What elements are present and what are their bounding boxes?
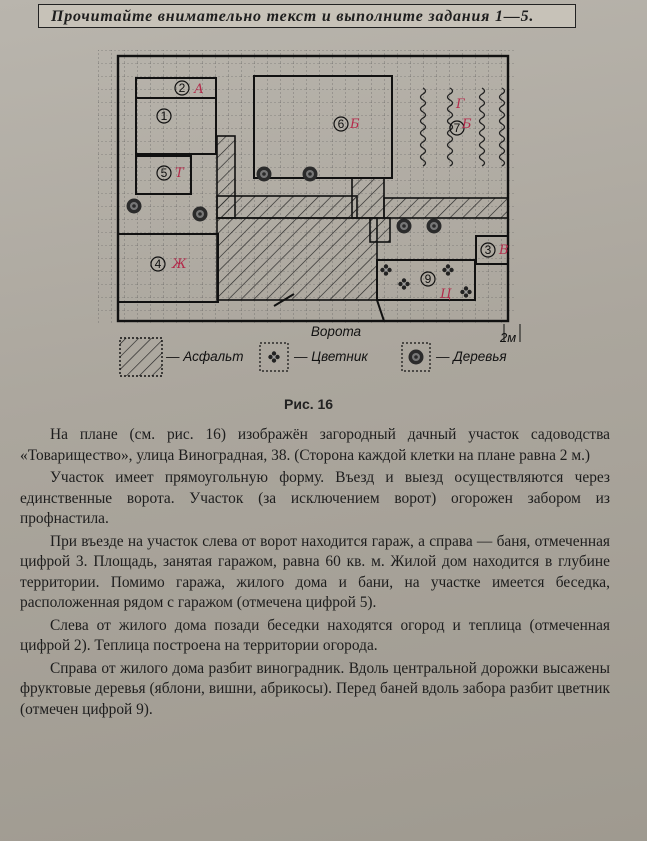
- paragraph: Слева от жилого дома позади беседки находятся огород и теплица (отмеченная цифрой 2). Теплица построена на территории огорода.: [20, 616, 610, 654]
- handwritten-note: Г: [456, 97, 465, 112]
- task-text: [20, 425, 610, 722]
- svg-text:6: 6: [337, 117, 345, 131]
- handwritten-note: Ц: [440, 287, 452, 302]
- paragraph: На плане (см. рис. 16) изображён загородный дачный участок садоводства «Товарищество», улица Виноградная, 38. (Сторона каждой клетки на плане равна 2 м.): [20, 426, 610, 464]
- scale-label: 2м: [500, 330, 517, 345]
- handwritten-note: В: [499, 243, 509, 258]
- handwritten-note: Т: [175, 166, 184, 181]
- svg-text:4: 4: [154, 257, 162, 271]
- handwritten-note: А: [194, 82, 204, 97]
- task-header: Прочитайте внимательно текст и выполните задания 1—5.: [38, 4, 576, 28]
- paragraph: Участок имеет прямоугольную форму. Въезд и выезд осуществляются через единственные ворота. Участок (за исключением ворот) огорожен забором из профнастила.: [20, 469, 610, 527]
- handwritten-note: Ж: [172, 257, 187, 272]
- svg-text:3: 3: [484, 243, 492, 257]
- handwritten-note: Б: [462, 117, 472, 132]
- svg-text:9: 9: [424, 272, 432, 286]
- svg-text:2: 2: [178, 81, 186, 95]
- gate-label: Ворота: [310, 324, 362, 339]
- svg-text:7: 7: [453, 121, 461, 135]
- handwritten-note: Б: [350, 117, 360, 132]
- legend: [120, 338, 507, 376]
- svg-text:1: 1: [160, 109, 168, 123]
- figure-caption: Рис. 16: [284, 396, 334, 412]
- legend-trees: — Деревья: [436, 349, 507, 364]
- asphalt-legend-icon: [120, 338, 162, 376]
- svg-text:5: 5: [160, 166, 168, 180]
- site-plan-figure: [84, 36, 544, 386]
- legend-flowerbed: — Цветник: [294, 349, 368, 364]
- paragraph: При въезде на участок слева от ворот находится гараж, а справа — баня, отмеченная цифрой 3. Площадь, занятая гаражом, равна 60 кв. м. Жилой дом находится в глубине территории. Помимо гаража, жилого дома и бани, на участке имеется беседка, расположенная рядом с гаражом (отмечена цифрой 5).: [20, 532, 610, 611]
- paragraph: Справа от жилого дома разбит виноградник. Вдоль центральной дорожки высажены фруктовые деревья (яблони, вишни, абрикосы). Перед баней вдоль забора разбит цветник (отмечен цифрой 9).: [20, 659, 610, 718]
- legend-asphalt: — Асфальт: [166, 349, 244, 364]
